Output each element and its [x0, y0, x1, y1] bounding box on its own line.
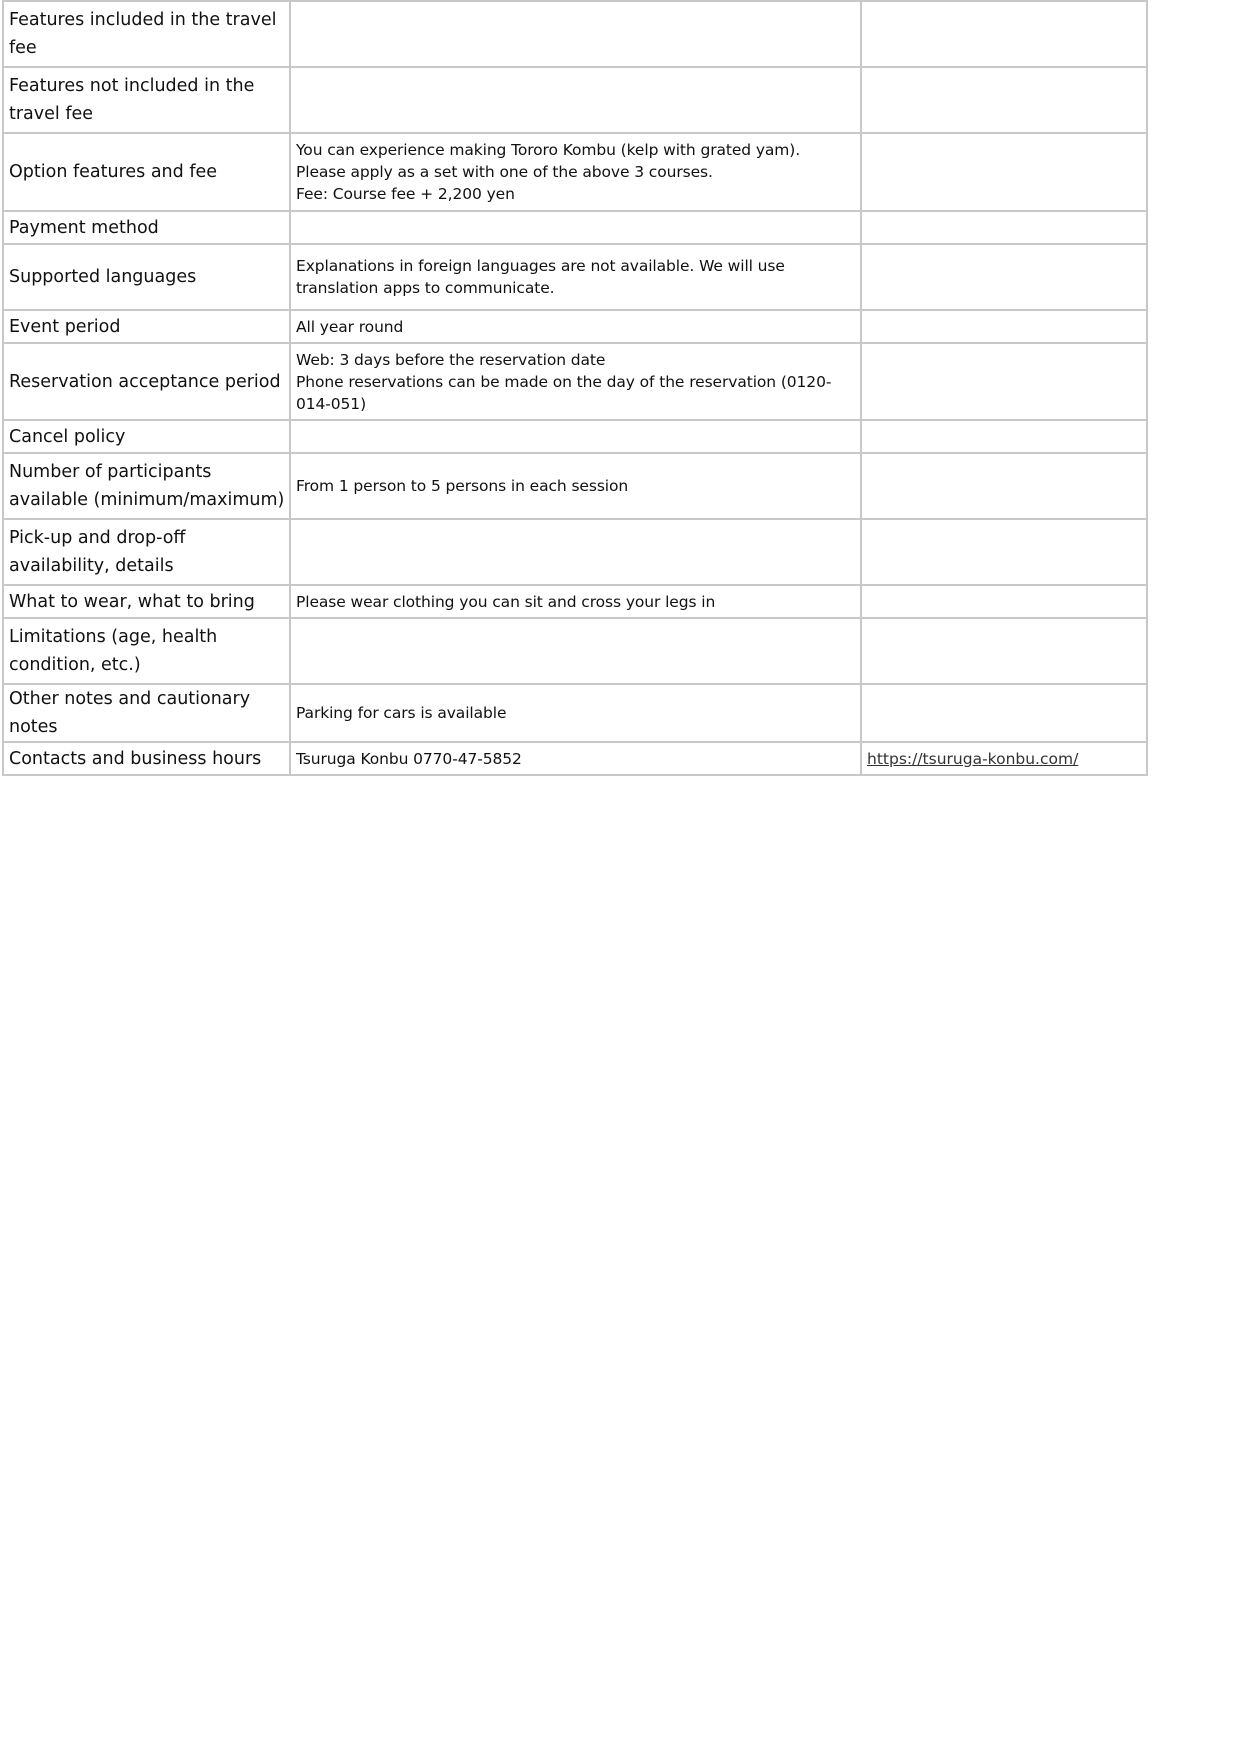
row-detail: Web: 3 days before the reservation date Phone reservations can be made on the day of the reservation (0120-014-051) [290, 343, 861, 420]
row-label: Payment method [3, 211, 290, 244]
row-link-cell [861, 67, 1147, 133]
row-label: What to wear, what to bring [3, 585, 290, 618]
row-detail: Parking for cars is available [290, 684, 861, 742]
row-detail [290, 519, 861, 585]
row-link-cell [861, 244, 1147, 310]
row-detail: Explanations in foreign languages are not available. We will use translation apps to communicate. [290, 244, 861, 310]
table-row [3, 67, 1147, 133]
row-label: Reservation acceptance period [3, 343, 290, 420]
row-link-cell [861, 211, 1147, 244]
table-row [3, 420, 1147, 453]
row-detail [290, 211, 861, 244]
row-label: Features not included in the travel fee [3, 67, 290, 133]
table-row [3, 1, 1147, 67]
table-row [3, 244, 1147, 310]
table-row [3, 618, 1147, 684]
row-label: Features included in the travel fee [3, 1, 290, 67]
table-row [3, 343, 1147, 420]
table-row [3, 585, 1147, 618]
row-link-cell [861, 133, 1147, 211]
row-label: Contacts and business hours [3, 742, 290, 775]
row-link-cell [861, 420, 1147, 453]
row-detail: You can experience making Tororo Kombu (kelp with grated yam). Please apply as a set with one of the above 3 courses. Fee: Course fee + 2,200 yen [290, 133, 861, 211]
row-link-cell [861, 684, 1147, 742]
row-link-cell [861, 618, 1147, 684]
table-row [3, 519, 1147, 585]
table-row [3, 684, 1147, 742]
row-link-cell [861, 1, 1147, 67]
row-label: Limitations (age, health condition, etc.) [3, 618, 290, 684]
info-table [2, 0, 1148, 776]
row-link-cell [861, 453, 1147, 519]
row-label: Supported languages [3, 244, 290, 310]
row-detail: All year round [290, 310, 861, 343]
row-detail [290, 67, 861, 133]
table-row [3, 211, 1147, 244]
table-row [3, 133, 1147, 211]
row-label: Number of participants available (minimum/maximum) [3, 453, 290, 519]
row-label: Pick-up and drop-off availability, details [3, 519, 290, 585]
table-row [3, 453, 1147, 519]
row-link-cell [861, 310, 1147, 343]
row-detail: Please wear clothing you can sit and cross your legs in [290, 585, 861, 618]
row-detail: From 1 person to 5 persons in each session [290, 453, 861, 519]
website-link[interactable]: https://tsuruga-konbu.com/ [867, 749, 1079, 768]
row-link-cell [861, 742, 1147, 775]
row-label: Other notes and cautionary notes [3, 684, 290, 742]
row-link-cell [861, 585, 1147, 618]
row-detail [290, 1, 861, 67]
table-row [3, 742, 1147, 775]
table-row [3, 310, 1147, 343]
row-label: Option features and fee [3, 133, 290, 211]
row-label: Cancel policy [3, 420, 290, 453]
row-link-cell [861, 343, 1147, 420]
row-detail [290, 618, 861, 684]
row-detail: Tsuruga Konbu 0770-47-5852 [290, 742, 861, 775]
row-label: Event period [3, 310, 290, 343]
row-detail [290, 420, 861, 453]
row-link-cell [861, 519, 1147, 585]
